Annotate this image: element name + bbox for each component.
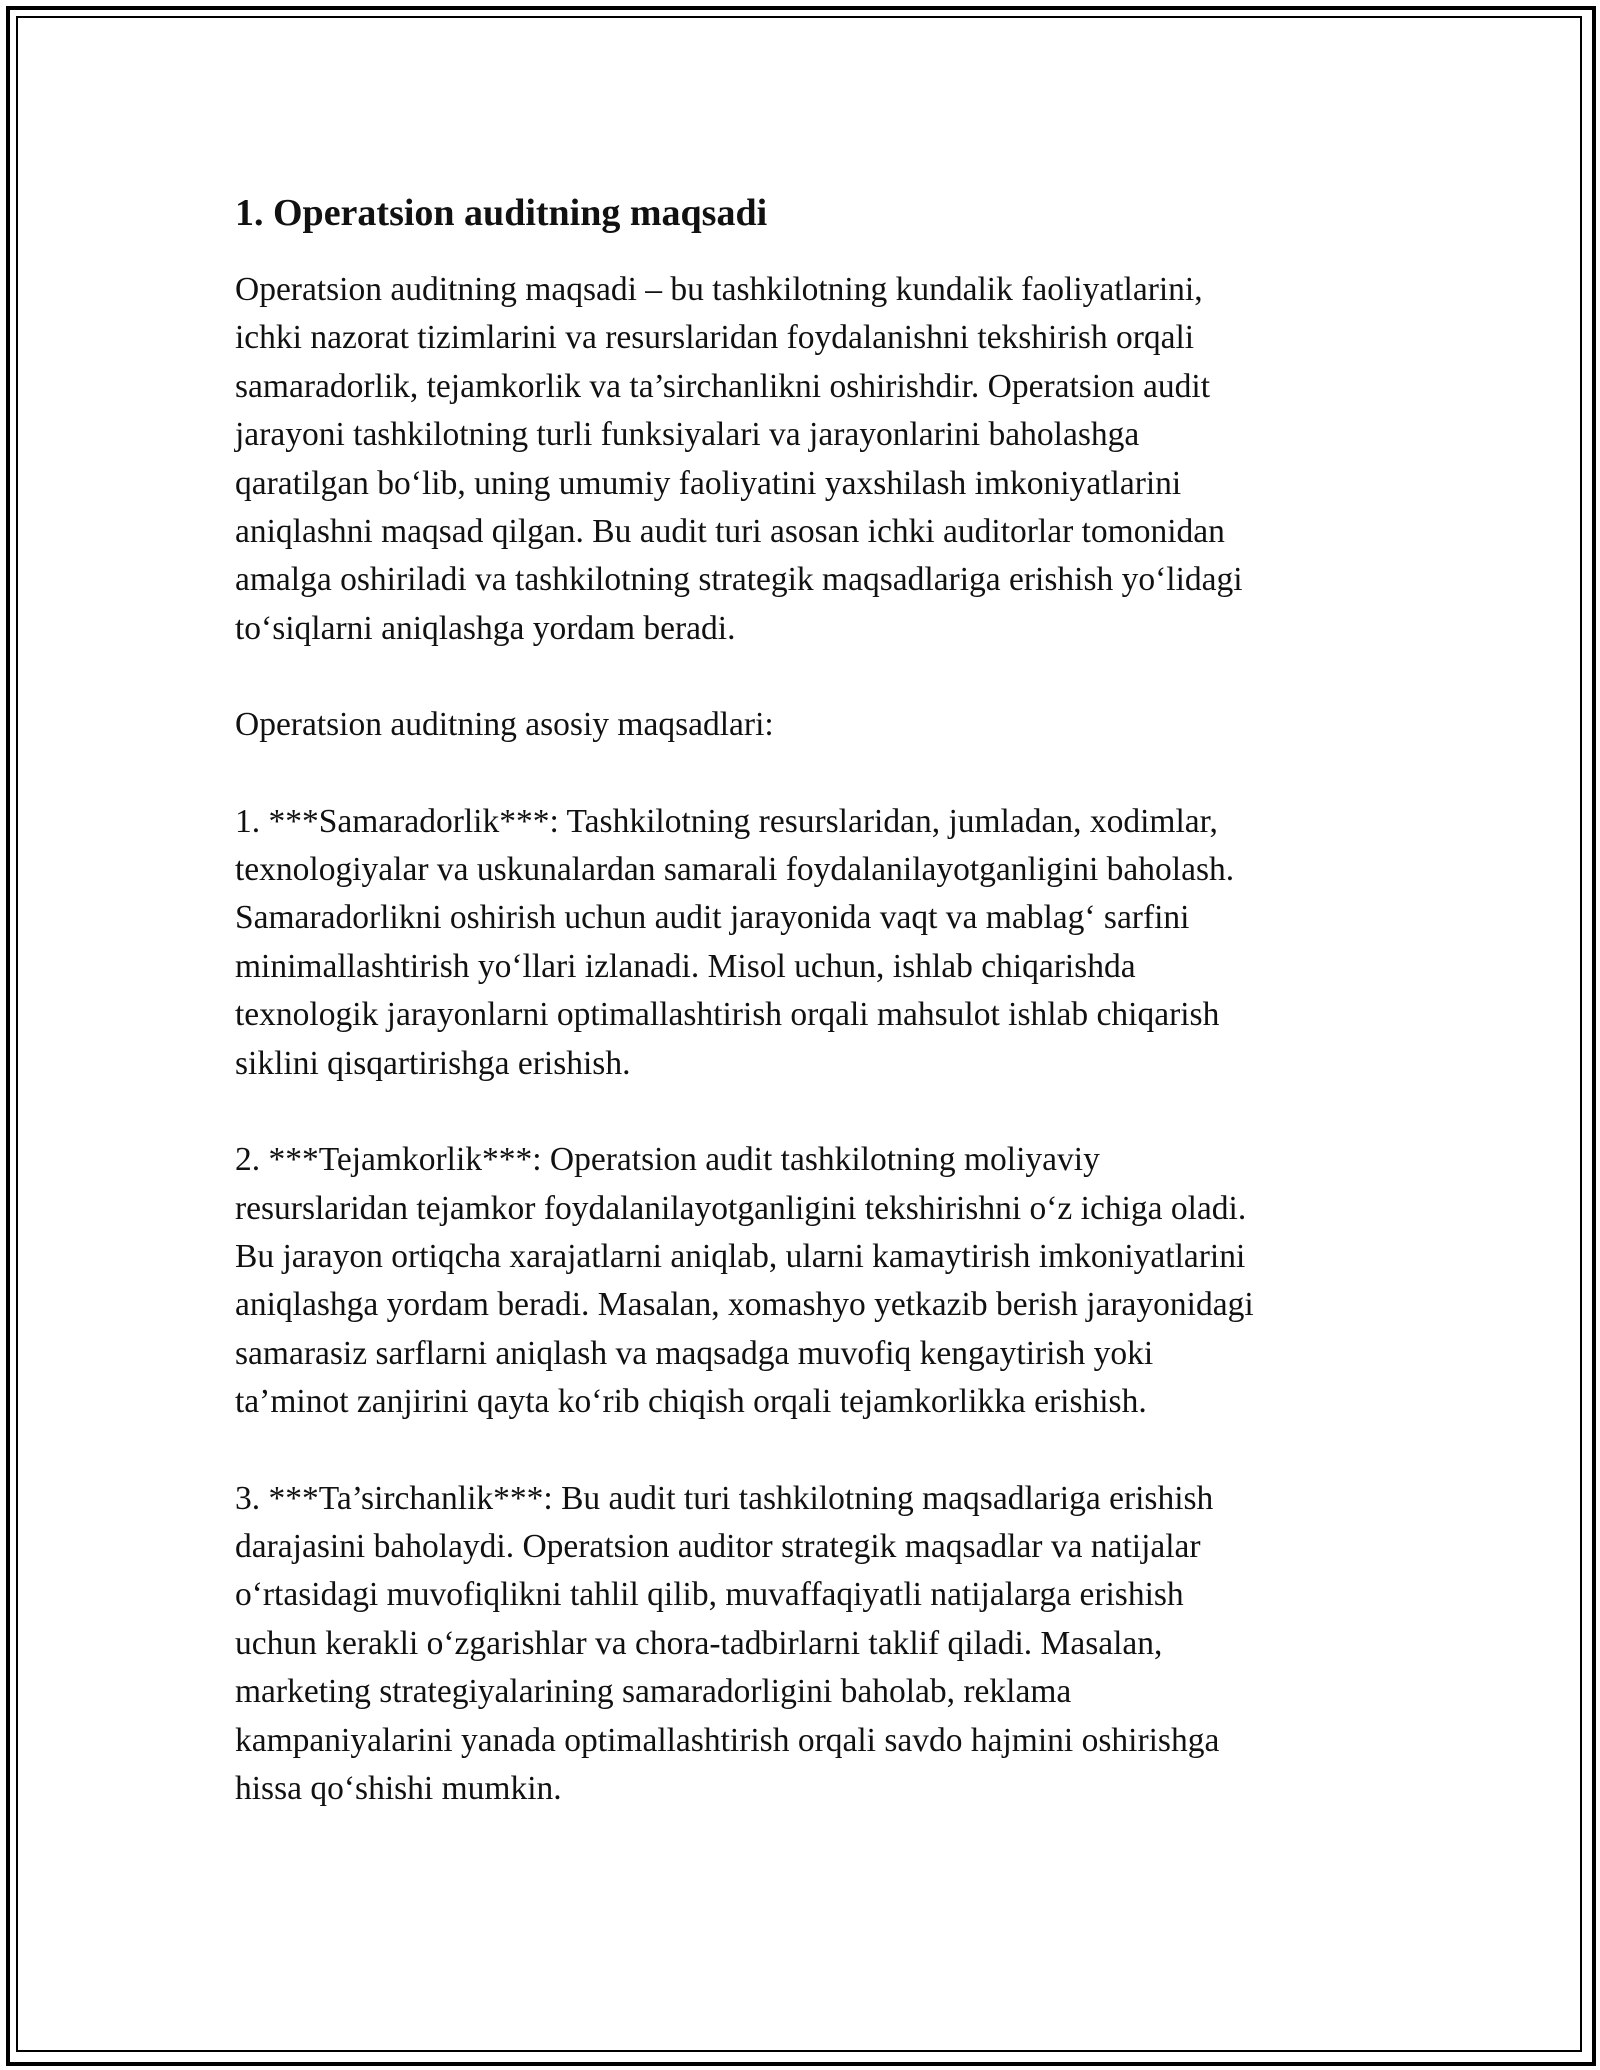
section-heading: 1. Operatsion auditning maqsadi (235, 192, 768, 234)
goals-intro-paragraph: Operatsion auditning asosiy maqsadlari: (235, 706, 774, 744)
intro-paragraph: Operatsion auditning maqsadi – bu tashkilotning kundalik faoliyatlarini, ichki nazorat tizimlarini va resurslaridan foydalanishni tekshirish orqali samaradorlik, tejamkorlik va ta’sirchanlikni oshirishdir. Operatsion audit jarayoni tashkilotning turli funksiyalari va jarayonlarini baholashga qaratilgan bo‘lib, uning umumiy faoliyatini yaxshilash imkoniyatlarini aniqlashni maqsad qilgan. Bu audit turi asosan ichki auditorlar tomonidan amalga oshiriladi va tashkilotning strategik maqsadlariga erishish yo‘lidagi to‘siqlarni aniqlashga yordam beradi. (235, 271, 1243, 647)
goal-effectiveness-paragraph: 3. ***Ta’sirchanlik***: Bu audit turi tashkilotning maqsadlariga erishish darajasini baholaydi. Operatsion auditor strategik maqsadlar va natijalar o‘rtasidagi muvofiqlikni tahlil qilib, muvaffaqiyatli natijalarga erishish uchun kerakli o‘zgarishlar va chora-tadbirlarni taklif qiladi. Masalan, marketing strategiyalarining samaradorligini baholab, reklama kampaniyalarini yanada optimallashtirish orqali savdo hajmini oshirishga hissa qo‘shishi mumkin. (235, 1479, 1220, 1807)
goal-efficiency-paragraph: 1. ***Samaradorlik***: Tashkilotning resurslaridan, jumladan, xodimlar, texnologiyalar va uskunalardan samarali foydalanilayotganligini baholash. Samaradorlikni oshirish uchun audit jarayonida vaqt va mablag‘ sarfini minimallashtirish yo‘llari izlanadi. Misol uchun, ishlab chiqarishda texnologik jarayonlarni optimallashtirish orqali mahsulot ishlab chiqarish siklini qisqartirishga erishish. (235, 802, 1235, 1082)
goal-economy-paragraph: 2. ***Tejamkorlik***: Operatsion audit tashkilotning moliyaviy resurslaridan tejamkor foydalanilayotganligini tekshirishni o‘z ichiga oladi. Bu jarayon ortiqcha xarajatlarni aniqlab, ularni kamaytirish imkoniyatlarini aniqlashga yordam beradi. Masalan, xomashyo yetkazib berish jarayonidagi samarasiz sarflarni aniqlash va maqsadga muvofiq kengaytirish yoki ta’minot zanjirini qayta ko‘rib chiqish orqali tejamkorlikka erishish. (235, 1141, 1254, 1421)
document-body (235, 184, 1355, 1861)
